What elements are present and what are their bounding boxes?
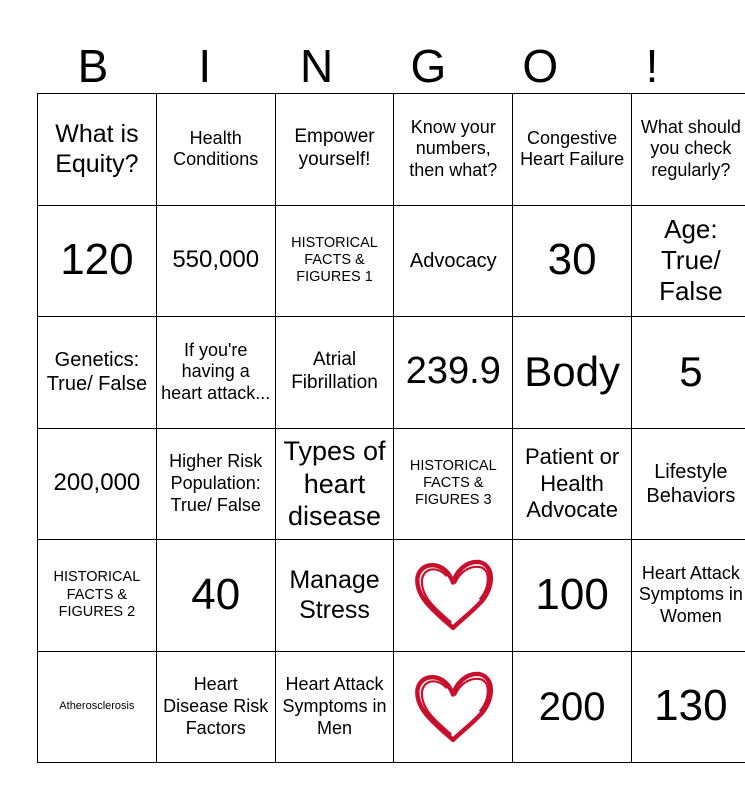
bingo-cell[interactable]: What is Equity? [38, 94, 157, 206]
bingo-cell[interactable]: Manage Stress [275, 540, 394, 652]
bingo-cell[interactable]: HISTORICAL FACTS & FIGURES 1 [275, 205, 394, 317]
bingo-cell[interactable]: Congestive Heart Failure [513, 94, 632, 206]
bingo-cell[interactable]: 30 [513, 205, 632, 317]
bingo-cell[interactable]: 200,000 [38, 428, 157, 540]
bingo-cell[interactable]: Age: True/ False [631, 205, 745, 317]
header-letter-o: O [522, 40, 559, 92]
free-space-cell[interactable] [394, 651, 513, 763]
bingo-cell[interactable]: Heart Disease Risk Factors [156, 651, 275, 763]
bingo-row [38, 651, 745, 763]
bingo-cell[interactable]: Know your numbers, then what? [394, 94, 513, 206]
bingo-cell[interactable]: Types of heart disease [275, 428, 394, 540]
bingo-cell[interactable]: 200 [513, 651, 632, 763]
header-letter-g: G [410, 40, 447, 92]
bingo-cell[interactable]: Health Conditions [156, 94, 275, 206]
bingo-row [38, 94, 745, 206]
bingo-row [38, 540, 745, 652]
bingo-cell[interactable]: 100 [513, 540, 632, 652]
bingo-cell[interactable]: Heart Attack Symptoms in Men [275, 651, 394, 763]
bingo-cell[interactable]: Higher Risk Population: True/ False [156, 428, 275, 540]
bingo-cell[interactable]: HISTORICAL FACTS & FIGURES 2 [38, 540, 157, 652]
heart-icon [408, 667, 498, 747]
bingo-cell[interactable]: Empower yourself! [275, 94, 394, 206]
bingo-cell[interactable]: What should you check regularly? [631, 94, 745, 206]
bingo-cell[interactable]: 120 [38, 205, 157, 317]
bingo-cell[interactable]: Lifestyle Behaviors [631, 428, 745, 540]
bingo-cell[interactable]: 40 [156, 540, 275, 652]
bingo-cell[interactable]: HISTORICAL FACTS & FIGURES 3 [394, 428, 513, 540]
bingo-cell[interactable]: 550,000 [156, 205, 275, 317]
header-exclamation: ! [645, 40, 659, 92]
header-letter-i: I [198, 40, 212, 92]
bingo-cell[interactable]: 130 [631, 651, 745, 763]
bingo-cell[interactable]: Advocacy [394, 205, 513, 317]
bingo-cell[interactable]: Body [513, 317, 632, 429]
header-letter-b: B [77, 40, 109, 92]
bingo-cell[interactable]: If you're having a heart attack... [156, 317, 275, 429]
bingo-cell[interactable]: 239.9 [394, 317, 513, 429]
bingo-cell[interactable]: Heart Attack Symptoms in Women [631, 540, 745, 652]
bingo-header [37, 38, 708, 94]
header-letter-n: N [299, 40, 334, 92]
bingo-cell[interactable]: 5 [631, 317, 745, 429]
bingo-row [38, 428, 745, 540]
bingo-cell[interactable]: Genetics: True/ False [38, 317, 157, 429]
bingo-cell[interactable]: Patient or Health Advocate [513, 428, 632, 540]
free-space-cell[interactable] [394, 540, 513, 652]
bingo-card [37, 93, 745, 763]
bingo-row [38, 317, 745, 429]
bingo-row [38, 205, 745, 317]
bingo-cell[interactable]: Atherosclerosis [38, 651, 157, 763]
bingo-cell[interactable]: Atrial Fibrillation [275, 317, 394, 429]
heart-icon [408, 555, 498, 635]
